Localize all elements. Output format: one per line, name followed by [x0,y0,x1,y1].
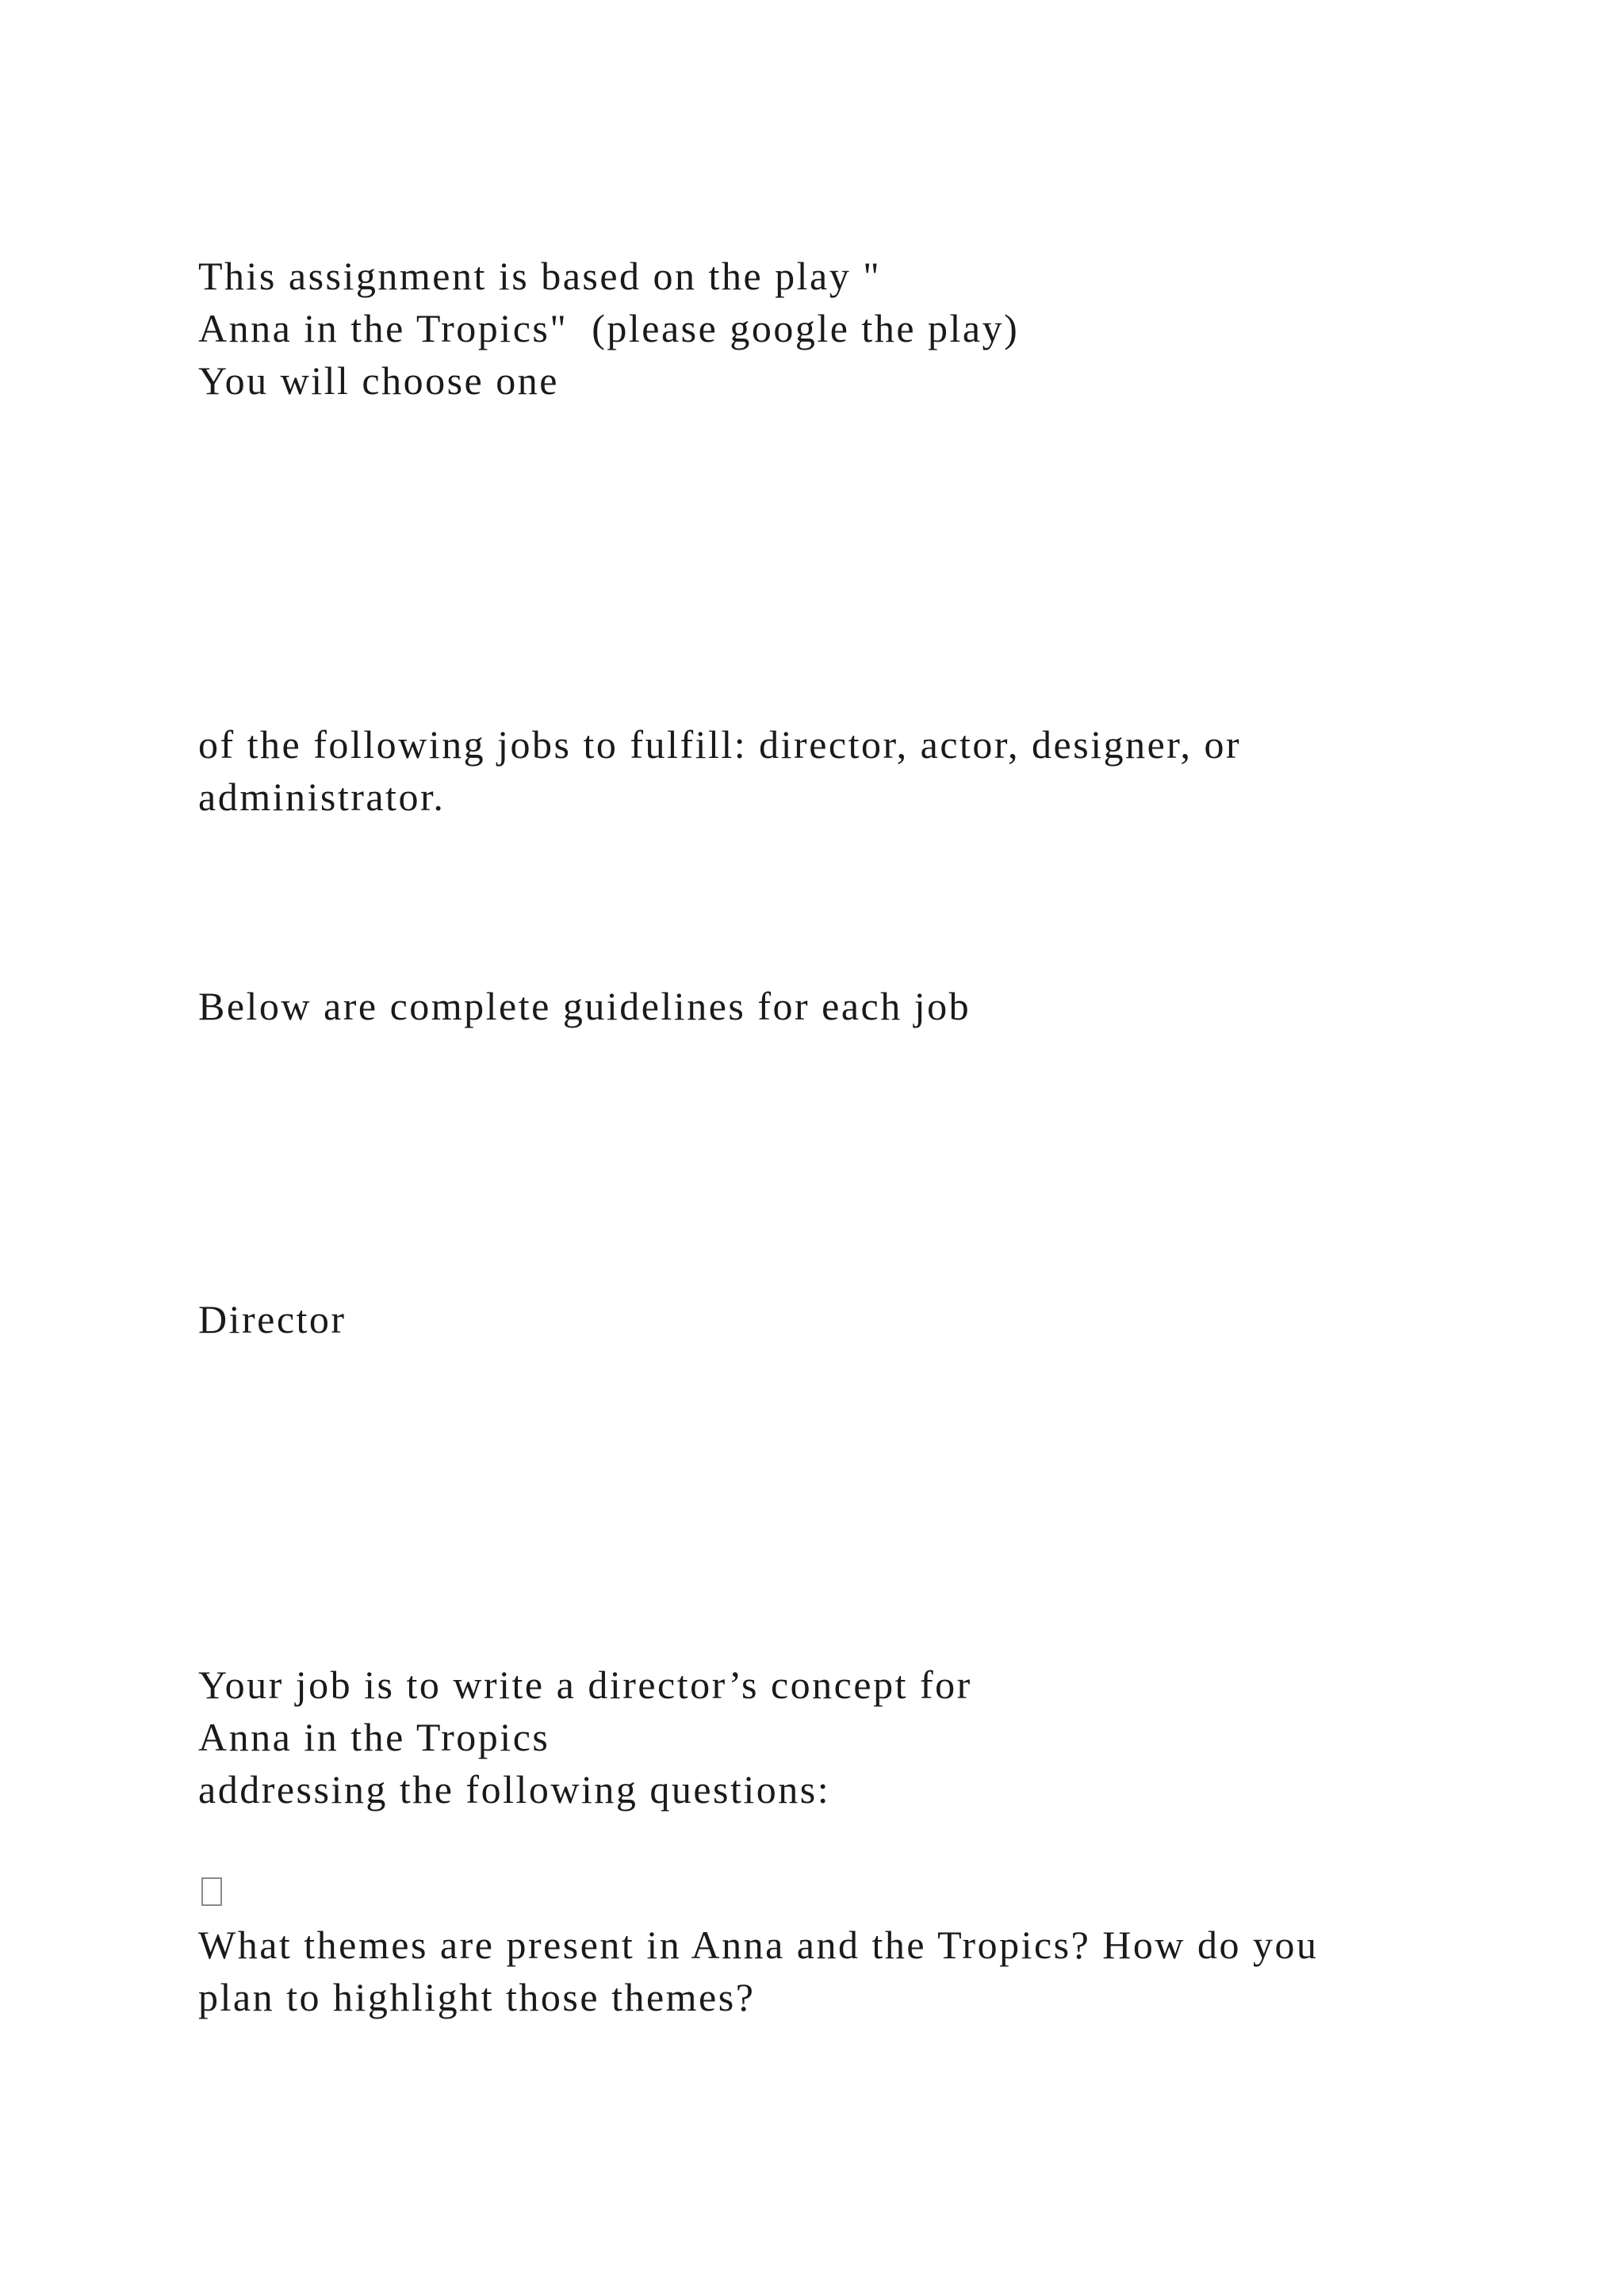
concept-line-1: Your job is to write a director’s concept for [198,1663,972,1707]
director-heading: Director [198,1297,347,1341]
question-line-2: plan to highlight those themes? [198,1975,756,2019]
concept-line-3: addressing the following questions: [198,1767,831,1812]
question-line-1: What themes are present in Anna and the Tropics? How do you [198,1923,1319,1967]
missing-glyph-box-icon [201,1877,222,1906]
intro-line-2: Anna in the Tropics" (please google the play) [198,306,1020,350]
intro-line-1: This assignment is based on the play " [198,254,882,298]
guidelines-line: Below are complete guidelines for each job [198,984,971,1028]
intro-line-3: You will choose one [198,358,559,403]
jobs-line-2: administrator. [198,775,446,819]
jobs-line-1: of the following jobs to fulfill: director, actor, designer, or [198,722,1242,767]
concept-line-2: Anna in the Tropics [198,1715,550,1759]
